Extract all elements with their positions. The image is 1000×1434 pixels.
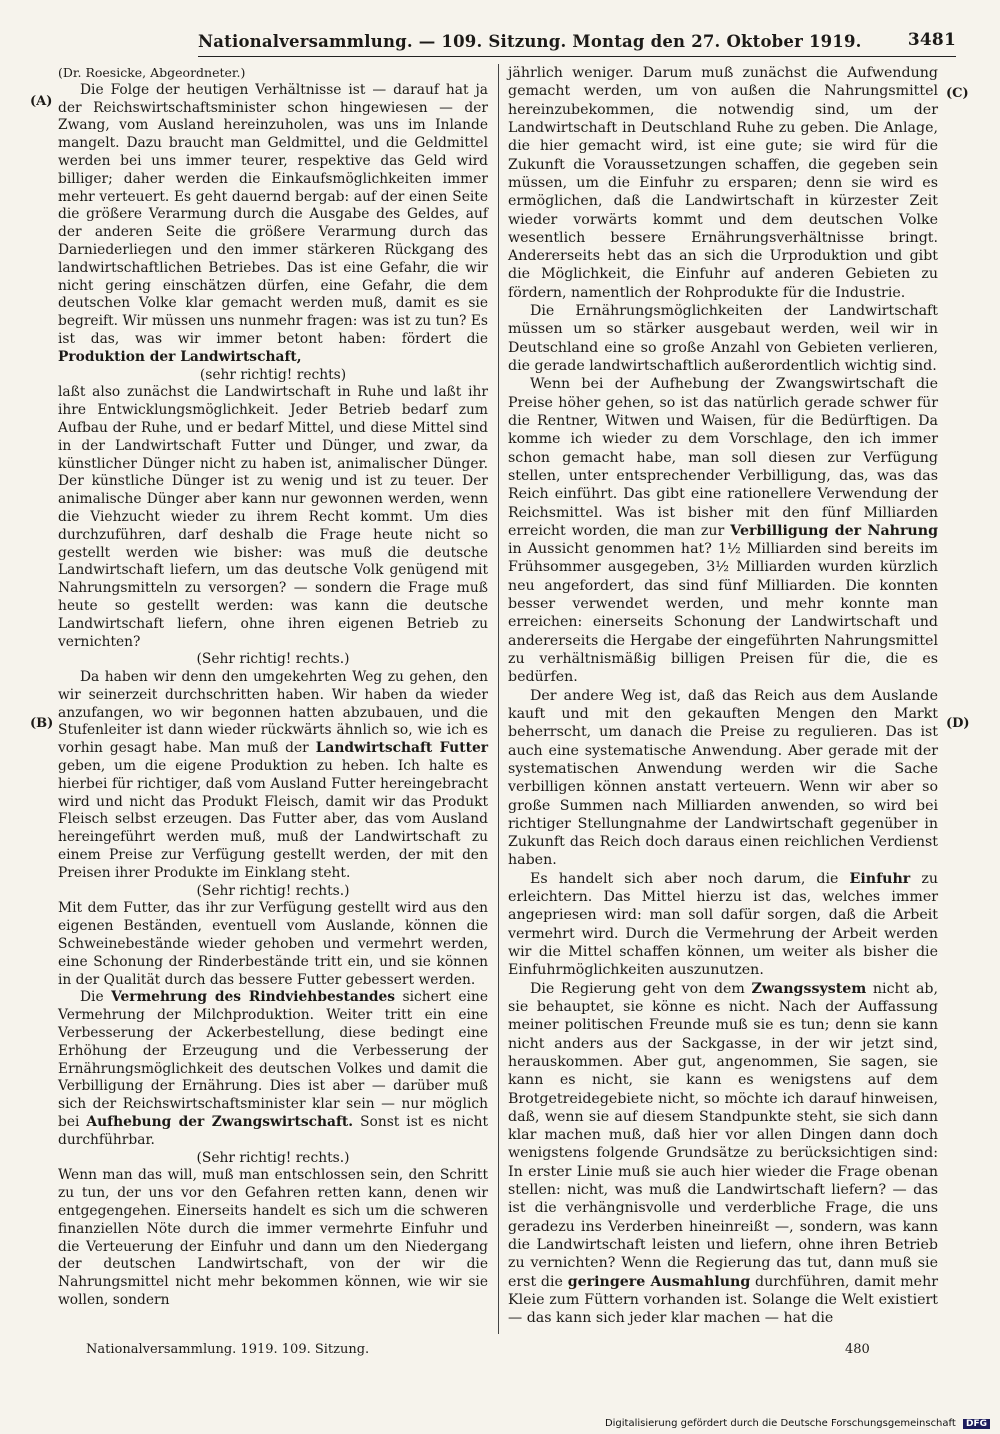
running-header xyxy=(198,30,956,56)
footer-sheet-number: 480 xyxy=(845,1342,870,1357)
paragraph: Der andere Weg ist, daß das Reich aus dem Auslande kauft und mit den gekauften Mengen den Markt beherrscht, um danach die Preise zu regulieren. Das ist auch eine systematische Anwendung. Aber gerade mit der systematischen Anwendung werden wir die Sache verbilligen können anstatt verteuern. Wenn wir aber so große Summen nach Milliarden anwenden, so wird bei richtiger Stellungnahme der Landwirtschaft gegenüber in Zukunft das Reich doch daraus einen reichlichen Verdienst haben. xyxy=(508,687,938,869)
speaker-meta: (Dr. Roesicke, Abgeordneter.) xyxy=(58,65,246,80)
paragraph: laßt also zunächst die Landwirtschaft in Ruhe und laßt ihr ihre Entwicklungsmöglichkeit. Jeder Betrieb bedarf zum Aufbau der Ruhe, und er bedarf Mittel, und diese Mittel sind in der Landwirtschaft Futter und Dünger, und zwar, da künstlicher Dünger nicht zu haben ist, animalischer Dünger. Der künstliche Dünger ist zu wenig und ist zu teuer. Der animalische Dünger aber kann nur gewonnen werden, wenn die Viehzucht wieder zu ihrem Recht kommt. Um dies durchzuführen, darf deshalb die Frage heute nicht so gestellt werden wie bisher: was muß die deutsche Landwirtschaft liefern, um das deutsche Volk genügend mit Nahrungsmitteln zu versorgen? — sondern die Frage muß heute so gestellt werden: was kann die deutsche Landwirtschaft liefern, ohne ihren eigenen Betrieb zu vernichten? xyxy=(58,384,488,650)
margin-marker-a: (A) xyxy=(30,94,53,109)
paragraph: Mit dem Futter, das ihr zur Verfügung gestellt wird aus den eigenen Beständen, eventuell vom Auslande, können die Schweinebestände wieder gehoben und vermehrt werden, eine Schonung der Rinderbestände tritt ein, und sie können in der Qualität durch das bessere Futter gebessert werden. xyxy=(58,900,488,988)
paragraph: Wenn man das will, muß man entschlossen sein, den Schritt zu tun, der uns vor den Gefahren retten kann, denen wir entgegengehen. Einerseits handelt es sich um die schweren finanziellen Nöte durch die immer vermehrte Einfuhr und die Verteuerung der Einfuhr und dann um den Niedergang der deutschen Landwirtschaft, von der wir die Nahrungsmittel nicht mehr bekommen können, wie wir sie wollen, sondern xyxy=(58,1167,488,1308)
emphasis: Aufhebung der Zwangswirtschaft. xyxy=(86,1114,354,1131)
dfg-logo: DFG xyxy=(963,1419,990,1429)
margin-marker-b: (B) xyxy=(30,716,54,731)
emphasis: Zwangssystem xyxy=(751,980,867,997)
paragraph: Die Folge der heutigen Verhältnisse ist — darauf hat ja der Reichswirtschaftsminister schon hingewiesen — der Zwang, vom Ausland hereinzuholen, was uns im Inlande mangelt. Dazu braucht man Geldmittel, und die Geldmittel werden bei uns immer teurer, respektive das Geld wird billiger; daher werden die Einkaufsmöglichkeiten immer mehr verteuert. Es geht dauernd bergab: auf der einen Seite die größere Verarmung durch die Ausgabe des Geldes, auf der anderen Seite die größere Verarmung durch das Darniederliegen und den immer stärkeren Rückgang des landwirtschaftlichen Betriebes. Das ist eine Gefahr, die wir nicht gering einschätzen dürfen, eine Gefahr, die dem deutschen Volke klar gemacht werden muß, damit es sie begreift. Wir müssen uns nunmehr fragen: was ist zu tun? Es ist das, was wir immer betont haben: fördert die Produktion der Landwirtschaft, xyxy=(58,81,488,365)
emphasis: Verbilligung der Nahrung xyxy=(730,522,938,539)
credit-text: Digitalisierung gefördert durch die Deutsche Forschungsgemeinschaft xyxy=(604,1418,956,1429)
column-divider xyxy=(498,64,499,1334)
digitization-credit xyxy=(605,1418,990,1429)
interjection: (Sehr richtig! rechts.) xyxy=(196,651,350,668)
header-title: Nationalversammlung. — 109. Sitzung. Montag den 27. Oktober 1919. xyxy=(198,32,862,51)
paragraph: jährlich weniger. Darum muß zunächst die Aufwendung gemacht werden, um von außen die Nahrungsmittel hereinzubekommen, die notwendig sind, um der Landwirtschaft in Deutschland Ruhe zu geben. Die Anlage, die hier gemacht wird, ist eine gute; sie wird für die Zukunft die Voraussetzungen schaffen, die gegeben sein müssen, um die Einfuhr zu ersparen; denn sie wird es ermöglichen, daß die Landwirtschaft in kürzester Zeit wieder vorwärts kommt und dem deutschen Volke wesentlich bessere Ernährungsverhältnisse bringt. Andererseits hebt das an sich die Urproduktion und gibt die Möglichkeit, die Einfuhr auf anderen Gebieten zu fördern, namentlich der Rohprodukte für die Industrie. xyxy=(508,65,938,301)
emphasis: Landwirtschaft Futter xyxy=(315,740,488,757)
emphasis: geringere Ausmahlung xyxy=(567,1273,751,1290)
left-column xyxy=(58,64,488,1310)
paragraph: Da haben wir denn den umgekehrten Weg zu gehen, den wir seinerzeit durchschritten haben. Wir haben da wieder anzufangen, wo wir begonnen hatten abzubauen, und die Stufenleiter ist dann wieder rückwärts ähnlich so, wie ich es vorhin gesagt habe. Man muß der Landwirtschaft Futter geben, um die eigene Produktion zu heben. Ich halte es hierbei für richtiger, daß vom Ausland Futter hereingebracht wird und nicht das Produkt Fleisch, damit wir das Produkt Fleisch selbst erzeugen. Das Futter aber, das vom Ausland hereingeführt werden muß, muß der Landwirtschaft zu einem Preise zur Verfügung gestellt werden, der mit den Preisen ihrer Produkte im Einklang steht. xyxy=(58,669,488,881)
paragraph: Es handelt sich aber noch darum, die Einfuhr zu erleichtern. Das Mittel hierzu ist das, welches immer angepriesen wird: man soll dafür sorgen, daß die Arbeit vermehrt wird. Durch die Vermehrung der Arbeit werden wir die Mittel schaffen können, um weiter als bisher die Einfuhrmöglichkeiten auszunutzen. xyxy=(508,870,938,979)
right-column xyxy=(508,64,938,1328)
footer-signature: Nationalversammlung. 1919. 109. Sitzung. xyxy=(86,1342,370,1357)
interjection: (sehr richtig! rechts) xyxy=(199,366,347,383)
paragraph: Die Regierung geht von dem Zwangssystem nicht ab, sie behauptet, sie könne es nicht. Nach der Auffassung meiner politischen Freunde muß sie es tun; denn sie kann nicht anders aus der Sackgasse, in der wir jetzt sind, herauskommen. Aber gut, angenommen, Sie sagen, sie kann es nicht, sie kann es wenigstens auf dem Brotgetreidegebiete nicht, so möchte ich darauf hinweisen, daß, wenn sie auf diesem Standpunkte steht, sie sich dann klar machen muß, daß hier vor allen Dingen dann doch wenigstens folgende Grundsätze zu berücksichtigen sind: In erster Linie muß sie auch hier wieder die Frage obenan stellen: nicht, was muß die Landwirtschaft liefern? — das ist die verhängnisvolle und verderbliche Frage, die uns geradezu ins Verderben hineinreißt —, sondern, was kann die Landwirtschaft leisten und liefern, ohne ihren Betrieb zu vernichten? Wenn die Regierung das tut, dann muß sie erst die geringere Ausmahlung durchführen, damit mehr Kleie zum Füttern vorhanden ist. Solange die Welt existiert — das kann sich jeder klar machen — hat die xyxy=(508,980,938,1327)
emphasis: Produktion der Landwirtschaft, xyxy=(58,348,302,365)
margin-marker-d: (D) xyxy=(946,716,970,731)
paragraph: Die Vermehrung des Rindviehbestandes sichert eine Vermehrung der Milchproduktion. Weiter tritt ein eine Verbesserung der Ackerbestellung, diese bedingt eine Erhöhung der Erzeugung und die Verbesserung der Ernährungsmöglichkeit des deutschen Volkes und damit die Verbilligung der Ernährung. Dies ist aber — darüber muß sich der Reichswirtschaftsminister klar sein — nur möglich bei Aufhebung der Zwangswirtschaft. Sonst ist es nicht durchführbar. xyxy=(58,989,489,1148)
interjection: (Sehr richtig! rechts.) xyxy=(196,882,350,899)
paragraph: Wenn bei der Aufhebung der Zwangswirtschaft die Preise höher gehen, so ist das natürlich gerade schwer für die Rentner, Witwen und Waisen, für die Bedürftigen. Da komme ich wieder zu dem Vorschlage, den ich immer schon gemacht habe, man soll diesen zur Verfügung stellen, unter entsprechender Verbilligung, das, was das Reich einführt. Das gibt eine rationellere Verwendung der Reichsmittel. Was ist bisher mit den fünf Milliarden erreicht worden, die man zur Verbilligung der Nahrung in Aussicht genommen hat? 1½ Milliarden sind bereits im Frühsommer ausgegeben, 3½ Milliarden wurden kürzlich neu angefordert, das sind fünf Milliarden. Die konnten besser verwendet werden, und mehr konnte man erreichen: einerseits Schonung der Landwirtschaft und andererseits die Hergabe der eingeführten Nahrungsmittel zu verhältnismäßig billigen Preisen für die, die es bedürfen. xyxy=(508,376,938,686)
margin-marker-c: (C) xyxy=(946,86,969,101)
emphasis: Einfuhr xyxy=(849,870,911,887)
header-rule xyxy=(198,56,956,57)
interjection: (Sehr richtig! rechts.) xyxy=(196,1149,350,1166)
emphasis: Vermehrung des Rindviehbestandes xyxy=(111,989,396,1006)
paragraph: Die Ernährungsmöglichkeiten der Landwirtschaft müssen um so stärker ausgebaut werden, weil wir in Deutschland eine so große Anzahl von Gebieten verlieren, die gerade landwirtschaftlich außerordentlich wichtig sind. xyxy=(508,303,938,374)
page-number: 3481 xyxy=(907,30,956,50)
